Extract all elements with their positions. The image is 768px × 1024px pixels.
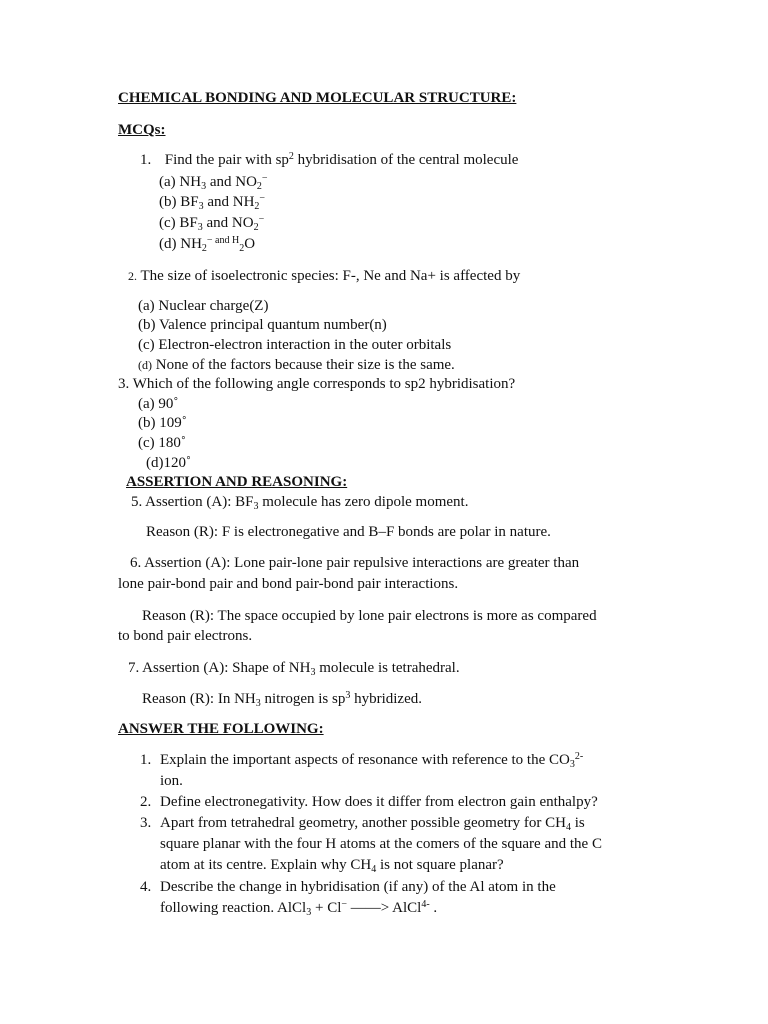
answer-2-line1: Define electronegativity. How does it differ from electron gain enthalpy? [160, 794, 598, 810]
answer-heading: ANSWER THE FOLLOWING: [118, 721, 324, 737]
question-text: Find the pair with sp [164, 152, 289, 168]
option-d: (d) $NH_2^{- and H}_2O$ [159, 235, 256, 254]
option-c: (c) $BF_3$ and $NO_2^-$ [159, 214, 265, 233]
assertion-5: 5. Assertion (A): $BF_3$ molecule has zero dipole moment. [131, 494, 469, 512]
reason-6-line2: to bond pair electrons. [118, 628, 253, 644]
question-1 [140, 151, 518, 169]
option-c: (c) 180˚ [138, 435, 186, 451]
superscript: 2 [288, 151, 294, 162]
assertion-6-line2: lone pair-bond pair and bond pair-bond pair interactions. [118, 576, 459, 592]
option-c: (c) Electron-electron interaction in the outer orbitals [138, 337, 452, 353]
answer-3-number: 3. [140, 815, 152, 831]
answer-4-line2: following reaction. AlCl$_3$ + Cl− ——> AlCl$^{4-}$ . [160, 899, 438, 918]
answer-2-number: 2. [140, 794, 152, 810]
reason-5: Reason (R): F is electronegative and B–F bonds are polar in nature. [146, 524, 551, 540]
question-number: 1. [140, 152, 152, 168]
option-b: (b) 109˚ [138, 415, 187, 431]
assertion-6-line1: 6. Assertion (A): Lone pair-lone pair repulsive interactions are greater than [130, 555, 580, 571]
question-2 [128, 267, 520, 285]
answer-3-line2: square planar with the four H atoms at the comers of the square and the C [160, 836, 602, 852]
reason-6-line1: Reason (R): The space occupied by lone pair electrons is more as compared [142, 608, 597, 624]
answer-1-line2: ion. [160, 773, 183, 789]
answer-3-line1: Apart from tetrahedral geometry, another possible geometry for $CH_4$ is [160, 815, 585, 833]
answer-1-number: 1. [140, 752, 152, 768]
answer-3-line3: atom at its centre. Explain why $CH_4$ is not square planar? [160, 857, 504, 875]
assertion-7: 7. Assertion (A): Shape of $NH_3$ molecule is tetrahedral. [128, 660, 460, 678]
question-number: 2. [128, 269, 137, 283]
question-text: hybridisation of the central molecule [293, 152, 519, 168]
option-d: (d)120˚ [146, 455, 191, 471]
reason-7: Reason (R): In $NH_3$ nitrogen is $sp^3$ hybridized. [142, 690, 422, 709]
option-b: (b) Valence principal quantum number(n) [138, 317, 387, 333]
option-a: (a) Nuclear charge(Z) [138, 298, 269, 314]
answer-1-line1: Explain the important aspects of resonance with reference to the $CO_3^{2-}$ [160, 751, 584, 770]
option-d: (d) None of the factors because their size is the same. [138, 357, 455, 373]
question-text: The size of isoelectronic species: F-, Ne and Na+ is affected by [137, 268, 521, 284]
mcq-heading: MCQs: [118, 122, 166, 138]
answer-4-line1: Describe the change in hybridisation (if any) of the Al atom in the [160, 879, 556, 895]
answer-4-number: 4. [140, 879, 152, 895]
question-3: 3. Which of the following angle corresponds to sp2 hybridisation? [118, 376, 516, 392]
page-title: CHEMICAL BONDING AND MOLECULAR STRUCTURE: [118, 90, 517, 106]
assertion-heading: ASSERTION AND REASONING: [126, 474, 348, 490]
option-a: (a) $NH_3$ and $NO_2^-$ [159, 173, 268, 192]
option-a: (a) 90˚ [138, 396, 179, 412]
option-b: (b) $BF_3$ and $NH_2^-$ [159, 193, 266, 212]
